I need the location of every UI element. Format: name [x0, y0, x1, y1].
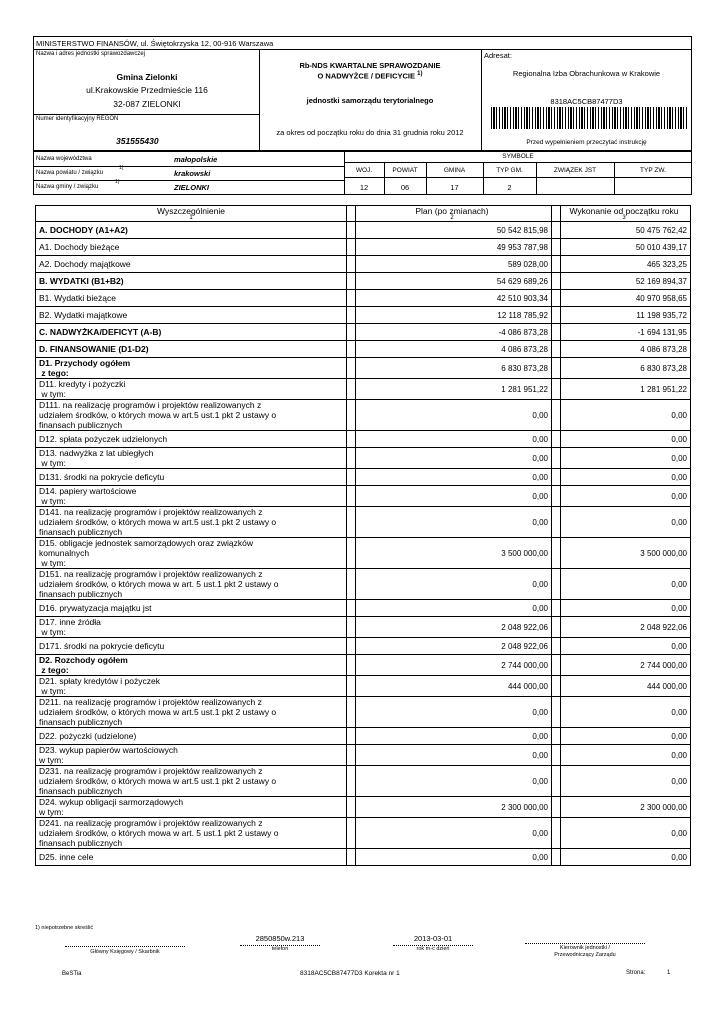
- row-description: [36, 256, 346, 272]
- header-plan: Plan (po zmianach): [415, 206, 489, 216]
- ministry-line: MINISTERSTWO FINANSÓW, ul. Świętokrzyska 12, 00-916 Warszawa: [36, 39, 274, 48]
- row-description: [36, 400, 346, 430]
- row-description: [36, 676, 346, 696]
- phone-label: telefon: [271, 946, 289, 952]
- row-label: finansach publicznych: [39, 786, 123, 796]
- head-label-1: Kierownik jednostki /: [559, 945, 611, 951]
- row-description: [36, 766, 346, 796]
- page-number: 1: [667, 970, 671, 976]
- row-exec-value: 52 169 894,37: [560, 273, 690, 289]
- report-table: [35, 205, 691, 866]
- row-label: D1. Przychody ogółem: [39, 358, 131, 368]
- row-exec-value: 0,00: [560, 728, 690, 744]
- row-description: [36, 379, 346, 399]
- row-description: [36, 507, 346, 537]
- footnote-ref: 1): [417, 71, 423, 77]
- row-label: D111. na realizację programów i projektów realizowanych z: [39, 400, 262, 410]
- table-row: [35, 655, 691, 676]
- row-plan-value: 0,00: [355, 818, 551, 848]
- row-exec-value: 0,00: [560, 745, 690, 765]
- row-exec-value: 11 198 935,72: [560, 307, 690, 323]
- row-label: w tym:: [39, 686, 66, 696]
- row-label: D11. kredyty i pożyczki: [39, 379, 126, 389]
- row-exec-value: 0,00: [560, 697, 690, 727]
- table-body: [35, 222, 691, 866]
- row-plan-value: 0,00: [355, 431, 551, 447]
- row-label: udziałem środków, o których mowa w art.5 ust.1 pkt 2 ustawy o: [39, 517, 277, 527]
- unit-street: ul.Krakowskie Przedmieście 116: [86, 85, 208, 95]
- row-exec-value: 0,00: [560, 507, 690, 537]
- row-label: udziałem środków, o których mowa w art. 5 ust.1 pkt 2 ustawy o: [39, 579, 279, 589]
- row-label: finansach publicznych: [39, 420, 123, 430]
- table-row: [35, 222, 691, 239]
- header-num-2: 2: [450, 215, 454, 221]
- row-description: [36, 273, 346, 289]
- row-label: B1. Wydatki bieżące: [39, 293, 116, 303]
- row-label: D. FINANSOWANIE (D1-D2): [39, 344, 149, 354]
- table-row: [35, 256, 691, 273]
- row-exec-value: 4 086 873,28: [560, 341, 690, 357]
- table-row: [35, 239, 691, 256]
- row-label: w tym:: [39, 558, 66, 568]
- report-subtitle: jednostki samorządu terytorialnego: [306, 96, 434, 105]
- row-label: finansach publicznych: [39, 527, 123, 537]
- sym-header-typzw: TYP ZW.: [640, 167, 666, 174]
- row-label: w tym:: [39, 458, 66, 468]
- row-description: [36, 745, 346, 765]
- row-exec-value: 40 970 958,65: [560, 290, 690, 306]
- row-exec-value: 3 500 000,00: [560, 538, 690, 568]
- row-description: [36, 849, 346, 865]
- row-label: finansach publicznych: [39, 838, 123, 848]
- row-label: z tego:: [39, 665, 69, 675]
- row-exec-value: 0,00: [560, 849, 690, 865]
- row-plan-value: 0,00: [355, 469, 551, 485]
- table-row: [35, 818, 691, 849]
- row-plan-value: 0,00: [355, 728, 551, 744]
- regon-value: 351555430: [116, 136, 159, 146]
- row-label: finansach publicznych: [39, 717, 123, 727]
- row-exec-value: 2 048 922,06: [560, 617, 690, 637]
- county-footnote: 1): [119, 165, 124, 171]
- sym-value-powiat: 06: [400, 183, 410, 192]
- page-label: Strona:: [626, 970, 646, 976]
- barcode-image: [491, 107, 688, 129]
- row-exec-value: 0,00: [560, 569, 690, 599]
- accountant-label: Główny Księgowy / Skarbnik: [90, 949, 160, 955]
- table-row: [35, 273, 691, 290]
- row-label: B2. Wydatki majątkowe: [39, 310, 128, 320]
- header-description: Wyszczególnienie: [157, 206, 225, 216]
- row-description: [36, 222, 346, 238]
- row-label: D22. pożyczki (udzielone): [39, 731, 137, 741]
- symbols-title: SYMBOLE: [502, 153, 534, 160]
- table-header: [35, 205, 691, 222]
- correction-note: 8318AC5CB87477D3 Korekta nr 1: [300, 970, 400, 977]
- row-description: [36, 469, 346, 485]
- row-plan-value: 6 830 873,28: [355, 358, 551, 378]
- table-row: [35, 431, 691, 448]
- row-label: A. DOCHODY (A1+A2): [39, 225, 128, 235]
- row-label: D241. na realizację programów i projektów realizowanych z: [39, 818, 263, 828]
- row-description: [36, 797, 346, 817]
- row-label: D17. inne źródła: [39, 617, 101, 627]
- sym-value-typgm: 2: [507, 183, 512, 192]
- row-label: D16. prywatyzacja majątku jst: [39, 603, 152, 613]
- regon-label: Numer identyfikacyjny REGON: [36, 116, 119, 122]
- footnote: 1) niepotrzebne skreślić: [35, 925, 94, 931]
- row-description: [36, 486, 346, 506]
- table-row: [35, 600, 691, 617]
- row-label: D23. wykup papierów wartościowych: [39, 745, 178, 755]
- row-plan-value: 2 048 922,06: [355, 638, 551, 654]
- commune-value: ZIELONKI: [174, 183, 209, 192]
- table-row: [35, 728, 691, 745]
- row-description: [36, 290, 346, 306]
- row-description: [36, 818, 346, 848]
- row-plan-value: 3 500 000,00: [355, 538, 551, 568]
- row-label: D12. spłata pożyczek udzielonych: [39, 434, 168, 444]
- table-row: [35, 448, 691, 469]
- table-row: [35, 797, 691, 818]
- table-row: [35, 358, 691, 379]
- row-label: A2. Dochody majątkowe: [39, 259, 131, 269]
- table-row: [35, 486, 691, 507]
- row-plan-value: 1 281 951,22: [355, 379, 551, 399]
- table-row: [35, 617, 691, 638]
- voivodeship-label: Nazwa województwa: [36, 156, 92, 162]
- row-description: [36, 638, 346, 654]
- row-description: [36, 538, 346, 568]
- row-description: [36, 324, 346, 340]
- row-plan-value: 589 028,00: [355, 256, 551, 272]
- row-exec-value: -1 694 131,95: [560, 324, 690, 340]
- unit-city: 32-087 ZIELONKI: [113, 99, 181, 109]
- table-row: [35, 638, 691, 655]
- report-title-2: O NADWYŻCE / DEFICYCIE $^{1)}$: [317, 71, 423, 81]
- table-row: [35, 307, 691, 324]
- instruction-note: Przed wypełnieniem przeczytać instrukcję: [526, 139, 647, 146]
- header-num-1: 1: [189, 215, 193, 221]
- table-row: [35, 400, 691, 431]
- row-plan-value: 4 086 873,28: [355, 341, 551, 357]
- table-row: [35, 849, 691, 866]
- row-description: [36, 655, 346, 675]
- row-description: [36, 697, 346, 727]
- county-value: krakowski: [174, 169, 211, 178]
- row-plan-value: 2 744 000,00: [355, 655, 551, 675]
- row-description: [36, 358, 346, 378]
- voivodeship-value: małopolskie: [174, 155, 218, 164]
- table-row: [35, 538, 691, 569]
- unit-label: Nazwa i adres jednostki sprawozdawczej: [36, 51, 146, 57]
- date-value: 2013-03-01: [413, 934, 453, 943]
- table-row: [35, 341, 691, 358]
- table-row: [35, 324, 691, 341]
- county-label: Nazwa powiatu / związku: [36, 170, 104, 176]
- report-title-1: Rb-NDS KWARTALNE SPRAWOZDANIE: [299, 61, 441, 70]
- row-plan-value: 2 048 922,06: [355, 617, 551, 637]
- row-plan-value: -4 086 873,28: [355, 324, 551, 340]
- row-plan-value: 0,00: [355, 400, 551, 430]
- addressee-label: Adresat:: [484, 51, 512, 60]
- addressee-value: Regionalna Izba Obrachunkowa w Krakowie: [512, 69, 661, 78]
- sym-header-typgm: TYP GM.: [496, 167, 523, 174]
- row-label: D171. środki na pokrycie deficytu: [39, 641, 165, 651]
- sym-header-woj: WOJ.: [355, 167, 373, 174]
- phone-value: 2850850w.213: [255, 934, 305, 943]
- row-description: [36, 341, 346, 357]
- row-plan-value: 12 118 785,92: [355, 307, 551, 323]
- row-exec-value: 1 281 951,22: [560, 379, 690, 399]
- row-label: udziałem środków, o których mowa w art. 5 ust.1 pkt 2 ustawy o: [39, 828, 279, 838]
- row-label: komunalnych: [39, 548, 90, 558]
- row-plan-value: 0,00: [355, 849, 551, 865]
- sym-value-gmina: 17: [450, 183, 459, 192]
- table-row: [35, 379, 691, 400]
- row-exec-value: 0,00: [560, 400, 690, 430]
- row-exec-value: 2 300 000,00: [560, 797, 690, 817]
- table-row: [35, 766, 691, 797]
- row-plan-value: 0,00: [355, 507, 551, 537]
- sym-value-woj: 12: [359, 183, 369, 192]
- row-description: [36, 728, 346, 744]
- row-description: [36, 617, 346, 637]
- row-label: finansach publicznych: [39, 589, 123, 599]
- row-plan-value: 0,00: [355, 569, 551, 599]
- row-exec-value: 0,00: [560, 638, 690, 654]
- row-label: D211. na realizację programów i projektów realizowanych z: [39, 697, 262, 707]
- report-period: za okres od początku roku do dnia 31 grudnia roku 2012: [276, 128, 464, 137]
- row-description: [36, 431, 346, 447]
- row-label: D231. na realizację programów i projektów realizowanych z: [39, 766, 263, 776]
- row-label: D2. Rozchody ogółem: [39, 655, 128, 665]
- row-plan-value: 54 629 689,26: [355, 273, 551, 289]
- row-label: udziałem środków, o których mowa w art.5 ust.1 pkt 2 ustawy o: [39, 410, 277, 420]
- row-exec-value: 2 744 000,00: [560, 655, 690, 675]
- table-row: [35, 569, 691, 600]
- row-description: [36, 600, 346, 616]
- row-label: D21. spłaty kredytów i pożyczek: [39, 676, 160, 686]
- row-label: B. WYDATKI (B1+B2): [39, 276, 124, 286]
- commune-label: Nazwa gminy / związku: [36, 184, 99, 190]
- row-label: D13. nadwyżka z lat ubiegłych: [39, 448, 154, 458]
- table-row: [35, 697, 691, 728]
- unit-name: Gmina Zielonki: [116, 72, 178, 82]
- row-plan-value: 0,00: [355, 600, 551, 616]
- row-description: [36, 239, 346, 255]
- table-row: [35, 676, 691, 697]
- row-plan-value: 2 300 000,00: [355, 797, 551, 817]
- row-label: D14. papiery wartościowe: [39, 486, 137, 496]
- row-exec-value: 50 010 439,17: [560, 239, 690, 255]
- row-exec-value: 0,00: [560, 600, 690, 616]
- sym-header-zwiazek: ZWIĄZEK JST: [553, 167, 597, 174]
- row-exec-value: 465 323,25: [560, 256, 690, 272]
- row-exec-value: 0,00: [560, 469, 690, 485]
- table-row: [35, 507, 691, 538]
- row-label: A1. Dochody bieżące: [39, 242, 120, 252]
- sym-header-powiat: POWIAT: [392, 167, 418, 174]
- row-plan-value: 0,00: [355, 766, 551, 796]
- row-label: D141. na realizację programów i projektów realizowanych z: [39, 507, 263, 517]
- row-plan-value: 444 000,00: [355, 676, 551, 696]
- table-row: [35, 745, 691, 766]
- row-label: D15. obligacje jednostek samorządowych oraz związków: [39, 538, 254, 548]
- row-label: w tym:: [39, 627, 66, 637]
- row-plan-value: 0,00: [355, 486, 551, 506]
- row-plan-value: 0,00: [355, 745, 551, 765]
- row-exec-value: 0,00: [560, 448, 690, 468]
- row-label: w tym:: [39, 807, 64, 817]
- software-name: BeSTia: [62, 971, 82, 977]
- row-plan-value: 50 542 815,98: [355, 222, 551, 238]
- row-exec-value: 0,00: [560, 486, 690, 506]
- header-num-3: 3: [622, 215, 626, 221]
- row-exec-value: 50 475 762,42: [560, 222, 690, 238]
- row-exec-value: 0,00: [560, 818, 690, 848]
- row-plan-value: 0,00: [355, 448, 551, 468]
- row-label: C. NADWYŻKA/DEFICYT (A-B): [39, 327, 162, 337]
- sym-header-gmina: GMINA: [443, 167, 466, 174]
- row-label: D131. środki na pokrycie deficytu: [39, 472, 165, 482]
- row-label: udziałem środków, o których mowa w art.5 ust.1 pkt 2 ustawy o: [39, 776, 277, 786]
- row-plan-value: 42 510 903,34: [355, 290, 551, 306]
- row-plan-value: 0,00: [355, 697, 551, 727]
- row-label: w tym:: [39, 389, 66, 399]
- table-row: [35, 290, 691, 307]
- date-label: rok m-c dzień: [416, 946, 450, 952]
- row-label: D24. wykup obligacji sarmorządowych: [39, 797, 184, 807]
- header-execution: Wykonanie od początku roku: [569, 206, 679, 216]
- row-label: w tym:: [39, 755, 64, 765]
- row-exec-value: 0,00: [560, 431, 690, 447]
- row-description: [36, 448, 346, 468]
- row-description: [36, 569, 346, 599]
- row-label: D151. na realizację programów i projektów realizowanych z: [39, 569, 263, 579]
- row-description: [36, 307, 346, 323]
- commune-footnote: 1): [115, 179, 120, 185]
- document-code: 8318AC5CB87477D3: [550, 97, 623, 106]
- row-exec-value: 0,00: [560, 766, 690, 796]
- row-label: D25. inne cele: [39, 852, 94, 862]
- row-exec-value: 6 830 873,28: [560, 358, 690, 378]
- head-label-2: Przewodniczący Zarządu: [554, 952, 616, 958]
- row-label: w tym:: [39, 496, 66, 506]
- row-exec-value: 444 000,00: [560, 676, 690, 696]
- table-row: [35, 469, 691, 486]
- row-plan-value: 49 953 787,98: [355, 239, 551, 255]
- row-label: z tego:: [39, 368, 69, 378]
- row-label: udziałem środków, o których mowa w art.5 ust.1 pkt 2 ustawy o: [39, 707, 277, 717]
